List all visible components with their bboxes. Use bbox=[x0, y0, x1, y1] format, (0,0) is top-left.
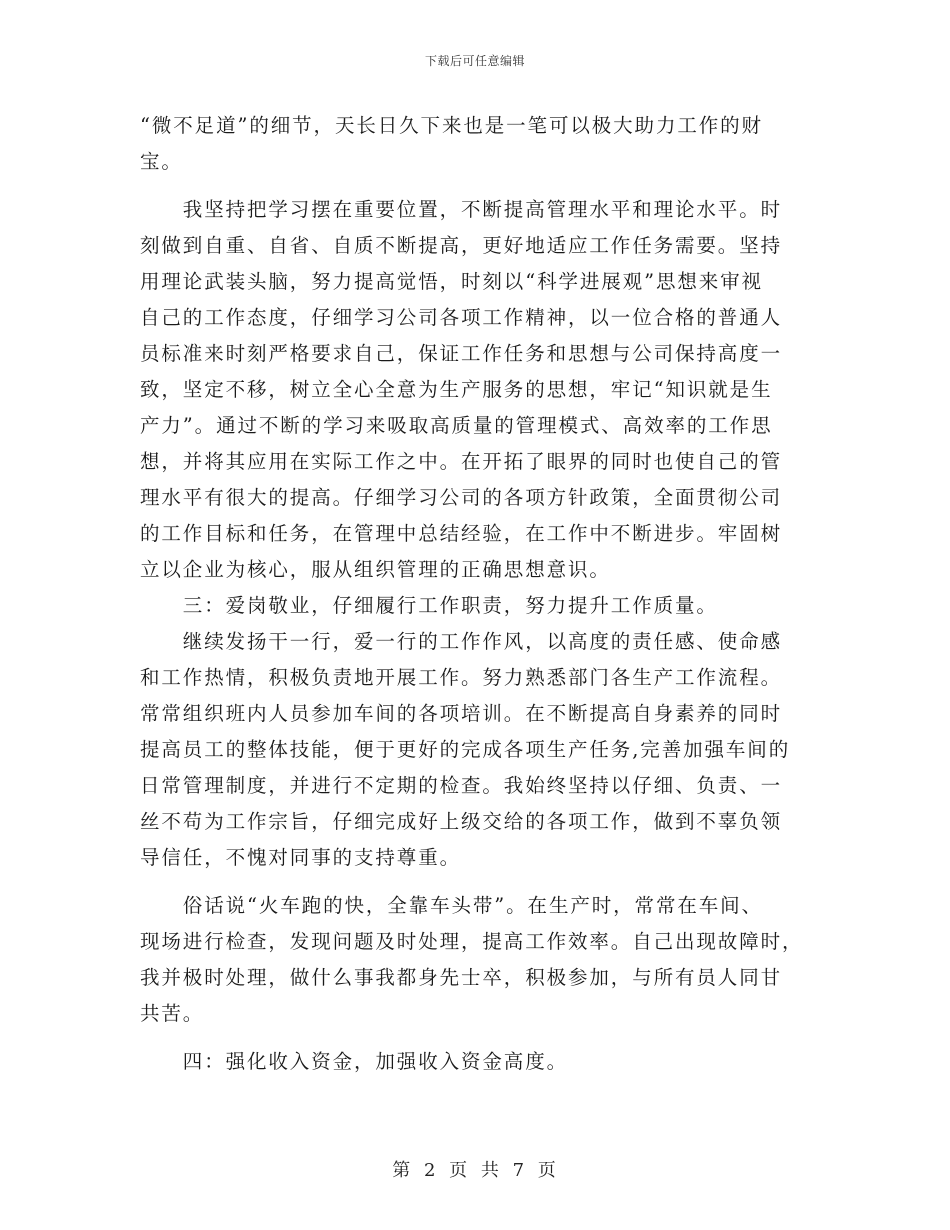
section-heading: 四：强化收入资金，加强收入资金高度。 bbox=[140, 1050, 569, 1073]
document-body bbox=[140, 108, 812, 1080]
text-line: 致，坚定不移，树立全心全意为生产服务的思想，牢记“知识就是生 bbox=[140, 378, 773, 401]
text-line: 员标准来时刻严格要求自己，保证工作任务和思想与公司保持高度一 bbox=[140, 342, 783, 365]
text-line: 立以企业为核心，服从组织管理的正确思想意识。 bbox=[140, 558, 611, 581]
text-line: 的工作目标和任务，在管理中总结经验，在工作中不断进步。牢固树 bbox=[140, 522, 783, 545]
text-line: 想，并将其应用在实际工作之中。在开拓了眼界的同时也使自己的管 bbox=[140, 450, 783, 473]
text-line: 导信任，不愧对同事的支持尊重。 bbox=[140, 846, 462, 869]
text-line: 产力”。通过不断的学习来吸取高质量的管理模式、高效率的工作思 bbox=[140, 414, 773, 437]
page-number-footer: 第 2 页 共 7 页 bbox=[392, 1160, 558, 1181]
text-line: 日常管理制度，并进行不定期的检查。我始终坚持以仔细、负责、一 bbox=[140, 774, 783, 797]
text-line: 提高员工的整体技能，便于更好的完成各项生产任务,完善加强车间的 bbox=[140, 738, 791, 761]
text-line: 刻做到自重、自省、自质不断提高，更好地适应工作任务需要。坚持 bbox=[140, 234, 783, 257]
text-line: 常常组织班内人员参加车间的各项培训。在不断提高自身素养的同时 bbox=[140, 702, 783, 725]
page-header: 下载后可任意编辑 bbox=[424, 54, 525, 68]
text-line: 丝不苟为工作宗旨，仔细完成好上级交给的各项工作，做到不辜负领 bbox=[140, 810, 783, 833]
text-line: 继续发扬干一行，爱一行的工作作风，以高度的责任感、使命感 bbox=[140, 630, 783, 653]
text-line: 俗话说“火车跑的快，全靠车头带”。在生产时，常常在车间、 bbox=[140, 894, 763, 917]
text-line: 我坚持把学习摆在重要位置，不断提高管理水平和理论水平。时 bbox=[140, 198, 783, 221]
text-line: 理水平有很大的提高。仔细学习公司的各项方针政策，全面贯彻公司 bbox=[140, 486, 783, 509]
text-line: 用理论武装头脑，努力提高觉悟，时刻以“科学进展观”思想来审视 bbox=[140, 270, 763, 293]
text-line: 和工作热情，积极负责地开展工作。努力熟悉部门各生产工作流程。 bbox=[140, 666, 783, 689]
text-line: 宝。 bbox=[140, 150, 183, 173]
text-line: “微不足道”的细节，天长日久下来也是一笔可以极大助力工作的财 bbox=[140, 114, 763, 137]
text-line: 自己的工作态度，仔细学习公司各项工作精神，以一位合格的普通人 bbox=[140, 306, 783, 329]
text-line: 我并极时处理，做什么事我都身先士卒，积极参加，与所有员人同甘 bbox=[140, 966, 783, 989]
text-line: 共苦。 bbox=[140, 1002, 205, 1025]
section-heading: 三：爱岗敬业，仔细履行工作职责，努力提升工作质量。 bbox=[140, 594, 718, 617]
text-line: 现场进行检查，发现问题及时处理，提高工作效率。自己出现故障时， bbox=[140, 930, 804, 953]
